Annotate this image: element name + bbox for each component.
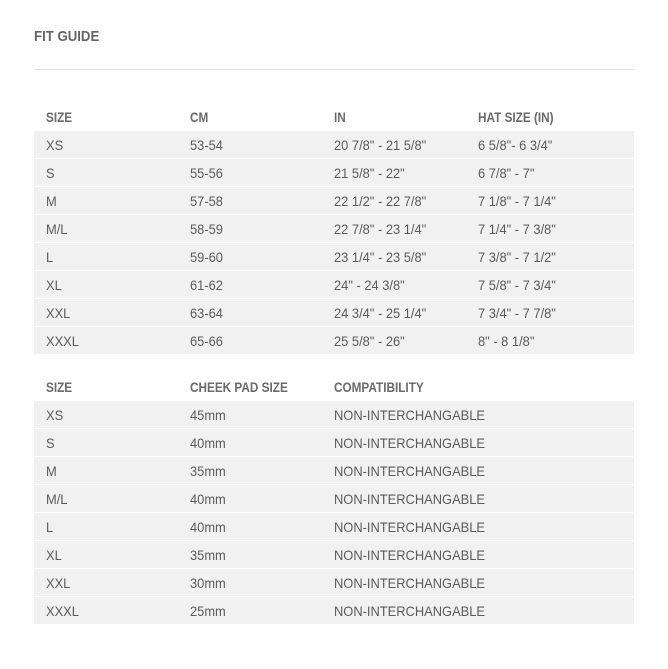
cm-cell: 63-64 [190, 305, 223, 321]
table-row [34, 541, 634, 569]
table-row [34, 597, 634, 625]
table-row [34, 429, 634, 457]
table-row [34, 569, 634, 597]
cm-cell: 57-58 [190, 193, 223, 209]
in-cell: 24" - 24 3/8" [334, 277, 405, 293]
hat-size-cell: 6 5/8"- 6 3/4" [478, 137, 553, 153]
column-header-size: SIZE [46, 109, 73, 125]
size-cell: S [46, 435, 55, 451]
cheek-pad-cell: 40mm [190, 519, 226, 535]
page-title: FIT GUIDE [34, 28, 100, 45]
compatibility-cell: NON-INTERCHANGABLE [334, 407, 486, 423]
table-row [34, 131, 634, 159]
compatibility-cell: NON-INTERCHANGABLE [334, 519, 486, 535]
table-header-row [34, 373, 634, 401]
size-cell: L [46, 249, 54, 265]
table-row [34, 159, 634, 187]
hat-size-cell: 8" - 8 1/8" [478, 333, 535, 349]
hat-size-cell: 7 3/8" - 7 1/2" [478, 249, 556, 265]
size-cell: XXL [46, 575, 71, 591]
column-header-in: IN [334, 109, 346, 125]
compatibility-cell: NON-INTERCHANGABLE [334, 547, 486, 563]
column-header-cm: CM [190, 109, 209, 125]
column-header-cheek-pad-size: CHEEK PAD SIZE [190, 379, 288, 395]
table-row [34, 485, 634, 513]
in-cell: 22 1/2" - 22 7/8" [334, 193, 427, 209]
table-row [34, 271, 634, 299]
hat-size-cell: 7 1/8" - 7 1/4" [478, 193, 556, 209]
size-cell: S [46, 165, 55, 181]
size-cell: L [46, 519, 54, 535]
column-header-compatibility: COMPATIBILITY [334, 379, 424, 395]
size-cell: XS [46, 137, 64, 153]
column-header-size: SIZE [46, 379, 73, 395]
cheek-pad-cell: 45mm [190, 407, 226, 423]
hat-size-cell: 7 5/8" - 7 3/4" [478, 277, 556, 293]
cheek-pad-table [34, 373, 634, 625]
cheek-pad-cell: 40mm [190, 435, 226, 451]
cheek-pad-cell: 30mm [190, 575, 226, 591]
compatibility-cell: NON-INTERCHANGABLE [334, 491, 486, 507]
hat-size-cell: 7 1/4" - 7 3/8" [478, 221, 556, 237]
cm-cell: 65-66 [190, 333, 223, 349]
in-cell: 23 1/4" - 23 5/8" [334, 249, 427, 265]
size-cell: XXL [46, 305, 71, 321]
cm-cell: 55-56 [190, 165, 223, 181]
cm-cell: 58-59 [190, 221, 223, 237]
table-row [34, 327, 634, 355]
in-cell: 21 5/8" - 22" [334, 165, 405, 181]
size-table [34, 103, 634, 355]
hat-size-cell: 7 3/4" - 7 7/8" [478, 305, 556, 321]
size-cell: M [46, 193, 57, 209]
table-row [34, 187, 634, 215]
in-cell: 25 5/8" - 26" [334, 333, 405, 349]
table-row [34, 401, 634, 429]
table-row [34, 243, 634, 271]
cm-cell: 59-60 [190, 249, 223, 265]
cheek-pad-cell: 35mm [190, 547, 226, 563]
compatibility-cell: NON-INTERCHANGABLE [334, 603, 486, 619]
size-cell: XXXL [46, 333, 79, 349]
size-cell: XL [46, 547, 62, 563]
compatibility-cell: NON-INTERCHANGABLE [334, 575, 486, 591]
table-row [34, 215, 634, 243]
size-cell: M [46, 463, 57, 479]
size-cell: XXXL [46, 603, 79, 619]
title-divider [34, 69, 634, 70]
size-cell: XS [46, 407, 64, 423]
cheek-pad-cell: 35mm [190, 463, 226, 479]
table-row [34, 457, 634, 485]
cheek-pad-cell: 25mm [190, 603, 226, 619]
table-row [34, 299, 634, 327]
table-header-row [34, 103, 634, 131]
cm-cell: 61-62 [190, 277, 223, 293]
compatibility-cell: NON-INTERCHANGABLE [334, 435, 486, 451]
in-cell: 24 3/4" - 25 1/4" [334, 305, 427, 321]
cm-cell: 53-54 [190, 137, 223, 153]
column-header-hat-size: HAT SIZE (IN) [478, 109, 554, 125]
in-cell: 22 7/8" - 23 1/4" [334, 221, 427, 237]
table-row [34, 513, 634, 541]
compatibility-cell: NON-INTERCHANGABLE [334, 463, 486, 479]
size-cell: M/L [46, 221, 68, 237]
hat-size-cell: 6 7/8" - 7" [478, 165, 535, 181]
in-cell: 20 7/8" - 21 5/8" [334, 137, 427, 153]
size-cell: XL [46, 277, 62, 293]
size-cell: M/L [46, 491, 68, 507]
cheek-pad-cell: 40mm [190, 491, 226, 507]
